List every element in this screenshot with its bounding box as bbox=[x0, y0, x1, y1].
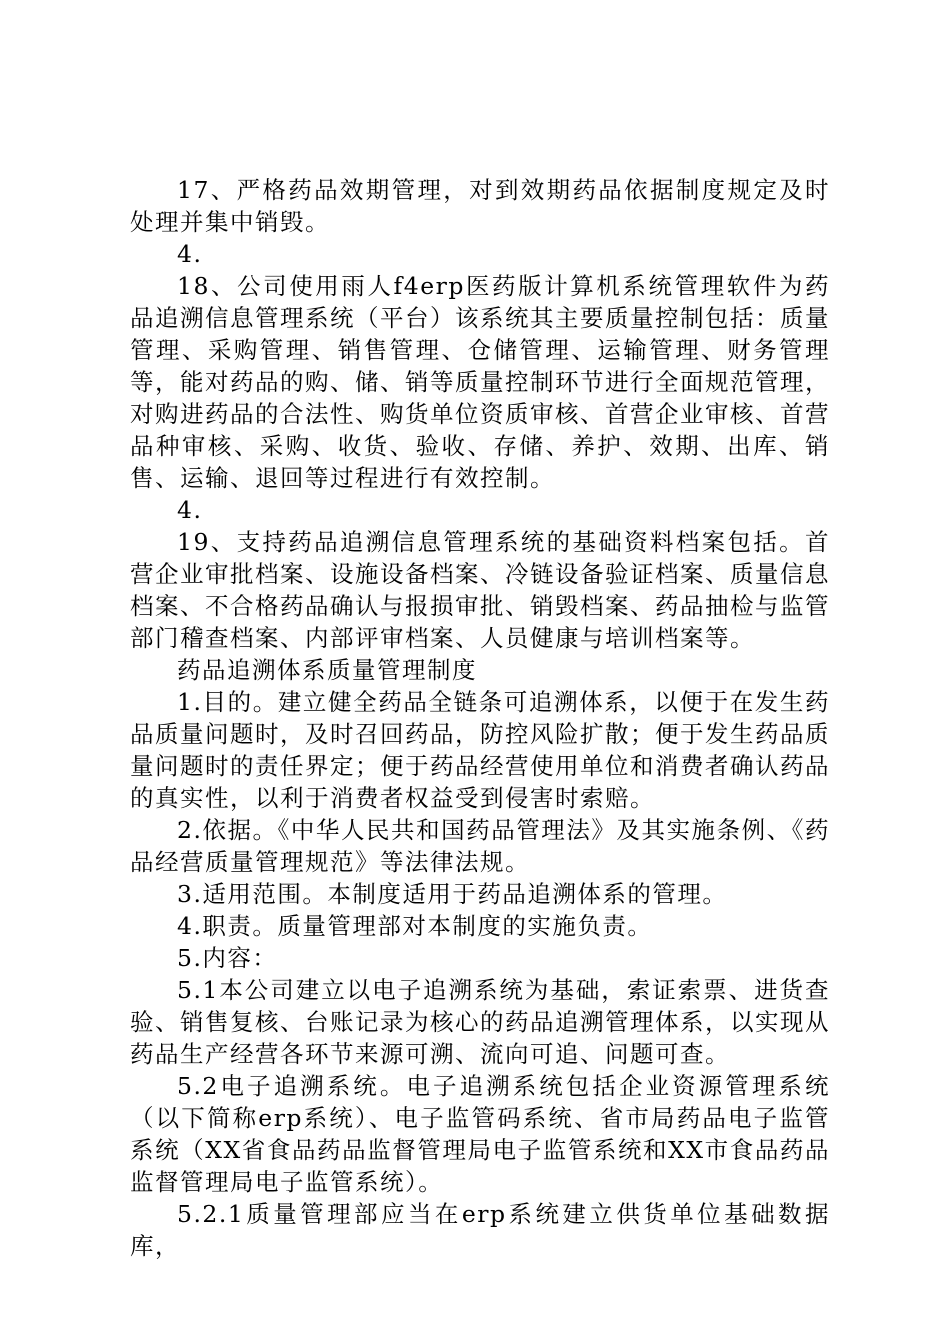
paragraph-marker: 4. bbox=[177, 496, 203, 524]
paragraph-5-2-1: 5.2.1质量管理部应当在erp系统建立供货单位基础数据库， bbox=[130, 1200, 830, 1260]
paragraph-basis: 2.依据。《中华人民共和国药品管理法》及其实施条例、《药品经营质量管理规范》等法律法规。 bbox=[130, 816, 830, 876]
paragraph-scope: 3.适用范围。本制度适用于药品追溯体系的管理。 bbox=[177, 880, 728, 908]
section-title: 药品追溯体系质量管理制度 bbox=[177, 656, 477, 684]
paragraph-purpose: 1.目的。建立健全药品全链条可追溯体系，以便于在发生药品质量问题时，及时召回药品，防控风险扩散；便于发生药品质量问题时的责任界定；便于药品经营使用单位和消费者确认药品的真实性，以利于消费者权益受到侵害时索赔。 bbox=[130, 688, 830, 812]
paragraph-18: 18、公司使用雨人f4erp医药版计算机系统管理软件为药品追溯信息管理系统（平台）该系统其主要质量控制包括：质量管理、采购管理、销售管理、仓储管理、运输管理、财务管理等，能对药品的购、储、销等质量控制环节进行全面规范管理，对购进药品的合法性、购货单位资质审核、首营企业审核、首营品种审核、采购、收货、验收、存储、养护、效期、出库、销售、运输、退回等过程进行有效控制。 bbox=[130, 272, 830, 492]
paragraph-5-1: 5.1本公司建立以电子追溯系统为基础，索证索票、进货查验、销售复核、台账记录为核心的药品追溯管理体系，以实现从药品生产经营各环节来源可溯、流向可追、问题可查。 bbox=[130, 976, 830, 1068]
document-page bbox=[130, 174, 830, 1262]
paragraph-duty: 4.职责。质量管理部对本制度的实施负责。 bbox=[177, 912, 653, 940]
paragraph-19: 19、支持药品追溯信息管理系统的基础资料档案包括。首营企业审批档案、设施设备档案、冷链设备验证档案、质量信息档案、不合格药品确认与报损审批、销毁档案、药品抽检与监管部门稽查档案、内部评审档案、人员健康与培训档案等。 bbox=[130, 528, 830, 652]
paragraph-marker: 4. bbox=[177, 240, 203, 268]
paragraph-content: 5.内容： bbox=[177, 944, 278, 972]
paragraph-17: 17、严格药品效期管理，对到效期药品依据制度规定及时处理并集中销毁。 bbox=[130, 176, 830, 236]
paragraph-5-2: 5.2电子追溯系统。电子追溯系统包括企业资源管理系统（以下简称erp系统）、电子监管码系统、省市局药品电子监管系统（XX省食品药品监督管理局电子监管系统和XX市食品药品监督管理局电子监管系统）。 bbox=[130, 1072, 830, 1196]
